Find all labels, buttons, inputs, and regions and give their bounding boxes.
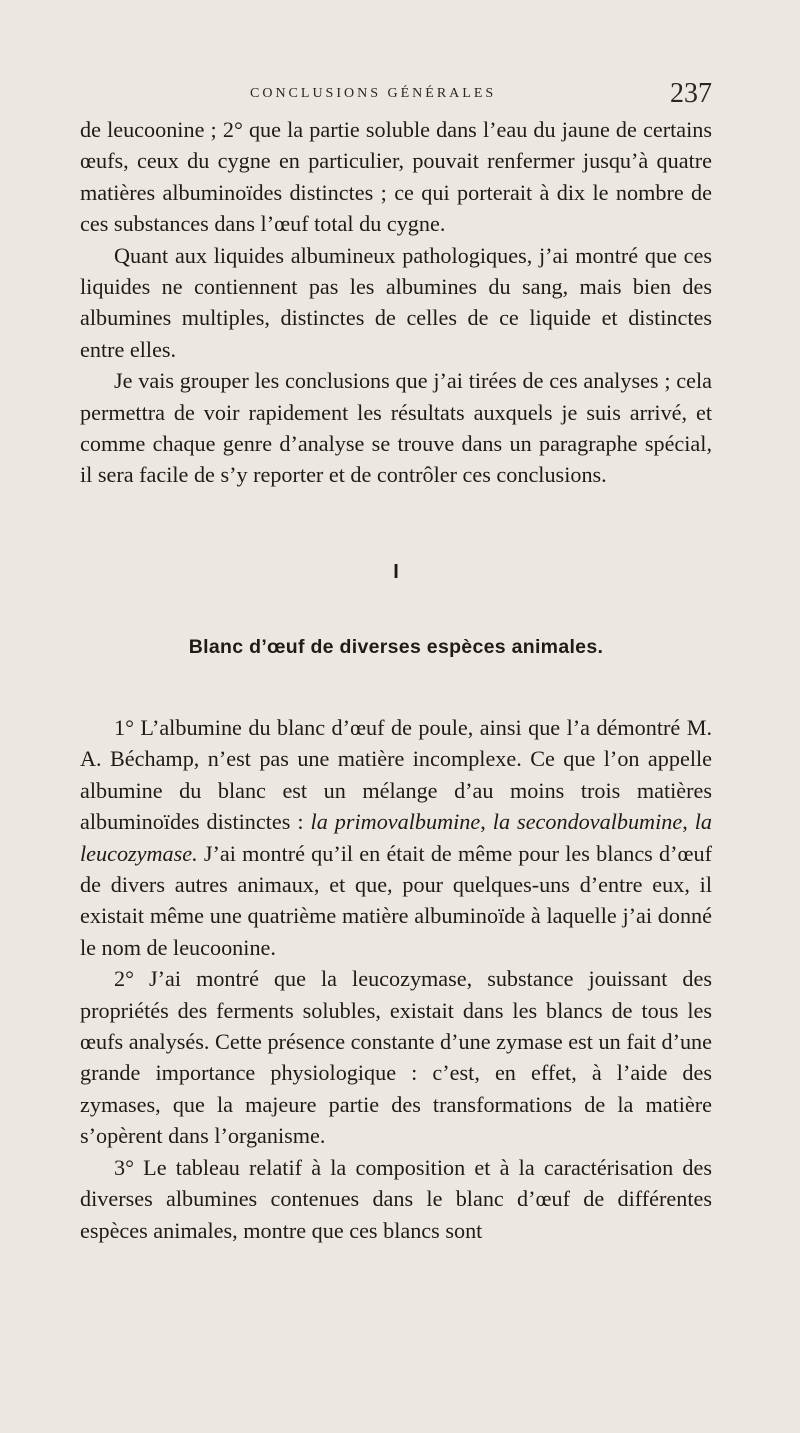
term-secondovalbumine: la secondovalbumine — [492, 809, 683, 835]
separator: , — [682, 809, 695, 835]
term-leucozymase: la leucozymase. — [80, 809, 713, 866]
section-number: I — [393, 561, 399, 583]
paragraph-pathological-liquids: Quant aux liquides albumineux pathologiques, j’ai montré que ces liquides ne contiennent pas les albumines du sang, mais bien des albumines multiples, distinctes de celles de ce liquide et distinctes entre elles. — [80, 242, 712, 362]
paragraph-item-2: 2° J’ai montré que la leucozymase, substance jouissant des propriétés des ferments solubles, existait dans les blancs de tous les œufs analysés. Cette présence constante d’une zymase est un fait d’une grande importance physiologique : c’est, en effet, à l’aide des zymases, que la majeure partie des transformations de la matière s’opèrent dans l’organisme. — [80, 966, 712, 1149]
section-title: Blanc d’œuf de diverses espèces animales. — [188, 636, 604, 658]
paragraph-continuation: de leucoonine ; 2° que la partie soluble dans l’eau du jaune de certains œufs, ceux du cygne en particulier, pouvait renfermer jusqu’à quatre matières albuminoïdes distinctes ; ce qui porterait à dix le nombre de ces substances dans l’œuf total du cygne. — [80, 117, 712, 237]
paragraph-item-3: 3° Le tableau relatif à la composition et à la caractérisation des diverses albumines contenues dans le blanc d’œuf de différentes espèces animales, montre que ces blancs sont — [80, 1154, 712, 1243]
running-title: CONCLUSIONS GÉNÉRALES — [250, 86, 497, 101]
item-1-text-a: 1° L’albumine du blanc d’œuf de poule, ainsi que l’a démontré M. A. Béchamp, n’est pas une matière incomplexe. Ce que l’on appelle albumine du blanc est un mélange d’au moins trois matières albuminoïdes distinctes : — [80, 715, 712, 835]
running-head — [250, 78, 712, 108]
intro-text — [80, 114, 712, 491]
section-body — [80, 712, 712, 1246]
page-number: 237 — [670, 78, 712, 109]
paragraph-conclusions-overview: Je vais grouper les conclusions que j’ai tirées de ces analyses ; cela permettra de voir rapidement les résultats auxquels je suis arrivé, et comme chaque genre d’analyse se trouve dans un paragraphe spécial, il sera facile de s’y reporter et de contrôler ces conclusions. — [80, 368, 712, 488]
term-primovalbumine: la primovalbumine — [310, 809, 481, 835]
item-1-text-b: J’ai montré qu’il en était de même pour les blancs d’œuf de divers autres animaux, et que, pour quelques-uns d’entre eux, il existait même une quatrième matière albuminoïde à laquelle j’ai donné le nom de leucoonine. — [80, 840, 712, 960]
paragraph-item-1 — [80, 712, 712, 963]
separator: , — [480, 809, 493, 835]
